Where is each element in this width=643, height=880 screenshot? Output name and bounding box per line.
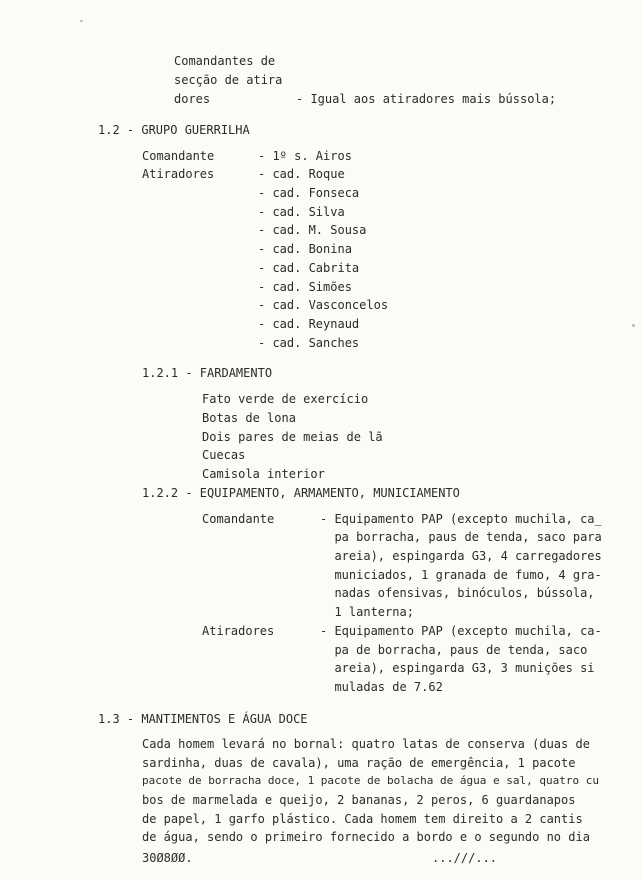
equip-commander-label: Comandante	[202, 512, 275, 526]
section-1-3-title: 1.3 - MANTIMENTOS E ÁGUA DOCE	[98, 712, 308, 726]
atirador-item: - cad. Silva	[258, 205, 345, 219]
mantimentos-paragraph-line: Cada homem levará no bornal: quatro latas de conserva (duas de	[142, 737, 590, 751]
atirador-item: - cad. Fonseca	[258, 186, 360, 200]
equip-commander-line: - Equipamento PAP (excepto muchila, ca_	[320, 512, 602, 526]
header-line-3-desc: - Igual aos atiradores mais bússola;	[296, 92, 557, 106]
fardamento-item: Fato verde de exercício	[202, 392, 369, 406]
fardamento-item: Dois pares de meias de lã	[202, 430, 383, 444]
section-1-2-title: 1.2 - GRUPO GUERRILHA	[98, 123, 250, 137]
commander-label: Comandante	[142, 149, 215, 163]
equip-atiradores-line: - Equipamento PAP (excepto muchila, ca-	[320, 624, 602, 638]
atirador-item: - cad. M. Sousa	[258, 223, 367, 237]
continuation-mark: ...///...	[432, 851, 498, 865]
mantimentos-paragraph-line: pacote de borracha doce, 1 pacote de bolacha de água e sal, quatro cu	[142, 774, 599, 787]
atirador-item: - cad. Reynaud	[258, 317, 360, 331]
fardamento-item: Camisola interior	[202, 467, 325, 481]
fardamento-item: Cuecas	[202, 448, 246, 462]
equip-atiradores-label: Atiradores	[202, 624, 275, 638]
commander-value: - 1º s. Airos	[258, 149, 352, 163]
paper-speck	[632, 324, 635, 327]
equip-commander-line: nadas ofensivas, binóculos, bússola,	[320, 586, 595, 600]
equip-commander-line: 1 lanterna;	[320, 605, 414, 619]
mantimentos-paragraph-line: bos de marmelada e queijo, 2 bananas, 2 peros, 6 guardanapos	[142, 793, 576, 807]
equip-atiradores-line: pa de borracha, paus de tenda, saco	[320, 643, 588, 657]
equip-commander-line: areia), espingarda G3, 4 carregadores	[320, 549, 602, 563]
equip-commander-line: pa borracha, paus de tenda, saco para	[320, 530, 602, 544]
date-stamp: 30Ø8ØØ.	[142, 851, 193, 865]
equip-atiradores-line: areia), espingarda G3, 3 munições si	[320, 661, 595, 675]
section-1-2-1-title: 1.2.1 - FARDAMENTO	[142, 366, 273, 380]
atirador-item: - cad. Simões	[258, 280, 352, 294]
atiradores-label: Atiradores	[142, 167, 215, 181]
mantimentos-paragraph-line: de papel, 1 garfo plástico. Cada homem tem direito a 2 cantis	[142, 812, 583, 826]
atirador-item: - cad. Bonina	[258, 242, 352, 256]
atirador-item: - cad. Cabrita	[258, 261, 360, 275]
atirador-item: - cad. Sanches	[258, 336, 360, 350]
fardamento-item: Botas de lona	[202, 411, 296, 425]
mantimentos-paragraph-line: sardinha, duas de cavala), uma ração de emergência, 1 pacote	[142, 756, 576, 770]
equip-atiradores-line: muladas de 7.62	[320, 680, 443, 694]
atirador-item: - cad. Roque	[258, 167, 345, 181]
paper-speck	[80, 20, 83, 22]
header-line-2: secção de atira	[174, 73, 283, 87]
header-line-3: dores	[174, 92, 211, 106]
atirador-item: - cad. Vasconcelos	[258, 298, 389, 312]
equip-commander-line: municiados, 1 granada de fumo, 4 gra-	[320, 568, 602, 582]
section-1-2-2-title: 1.2.2 - EQUIPAMENTO, ARMAMENTO, MUNICIAMENTO	[142, 486, 460, 500]
header-line-1: Comandantes de	[174, 54, 276, 68]
mantimentos-paragraph-line: de água, sendo o primeiro fornecido a bordo e o segundo no dia	[142, 830, 590, 844]
